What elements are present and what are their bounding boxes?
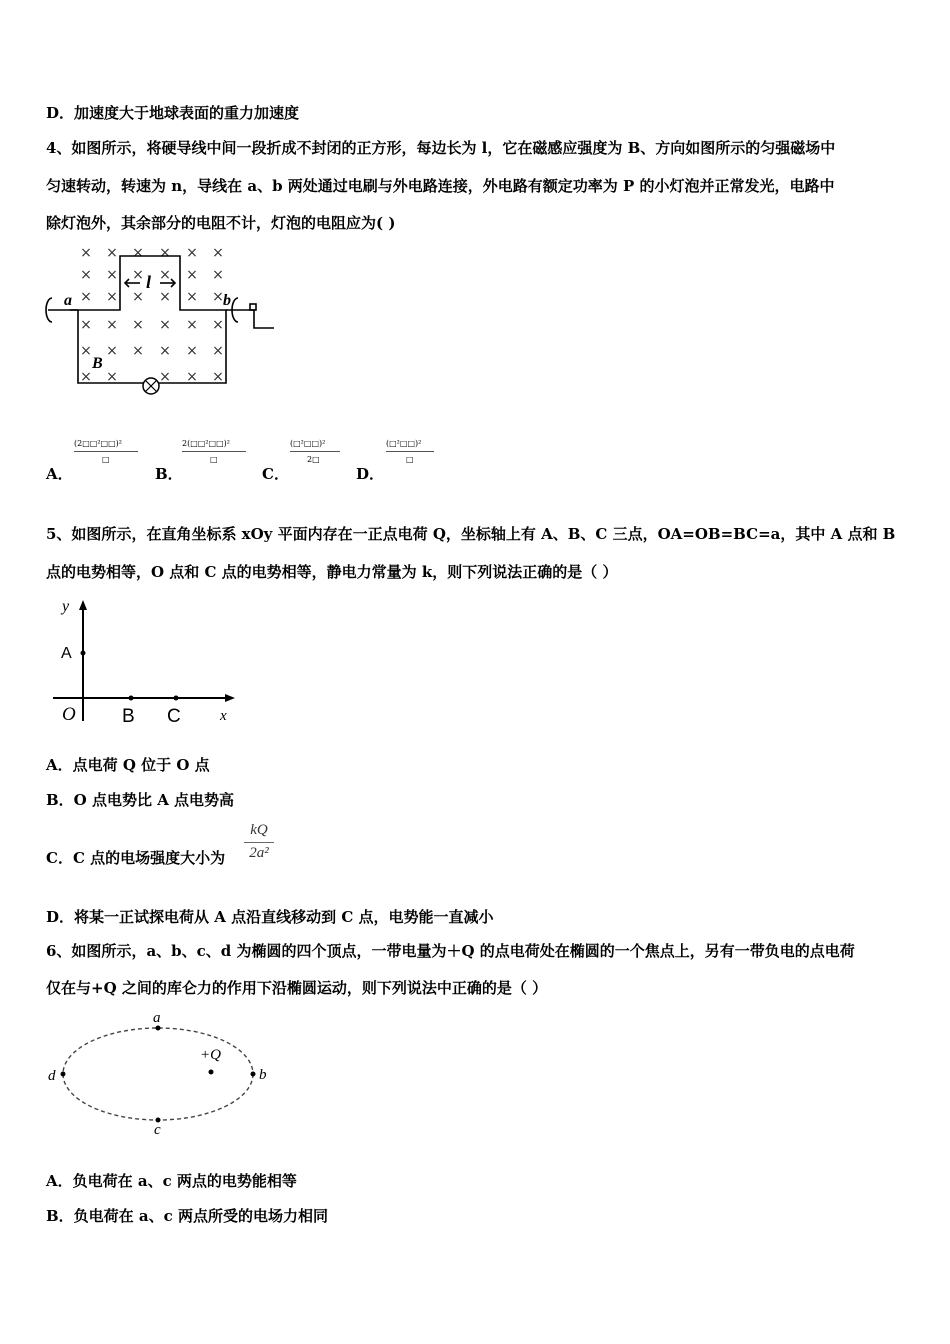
q5-option-a: A．点电荷 Q 位于 O 点 xyxy=(46,756,210,774)
field-cross: × xyxy=(80,267,92,283)
q4-label-a: a xyxy=(64,292,72,309)
q5-point-A xyxy=(81,651,86,656)
q4-option-a-letter: A． xyxy=(46,465,73,483)
q4-option-d-letter: D． xyxy=(356,465,385,483)
q4-stem-line3: 除灯泡外，其余部分的电阻不计，灯泡的电阻应为( ) xyxy=(46,214,396,232)
q4-stem-line2: 匀速转动，转速为 n，导线在 a、b 两处通过电刷与外电路连接，外电路有额定功率为 P 的小灯泡并正常发光，电路中 xyxy=(46,177,835,195)
q5-option-c-den: 2a² xyxy=(249,845,269,861)
field-cross: × xyxy=(186,343,198,359)
q6-label-d: d xyxy=(48,1068,56,1084)
q6-label-c: c xyxy=(154,1122,161,1138)
field-cross: × xyxy=(212,343,224,359)
q5-label-A: A xyxy=(61,645,72,662)
field-cross: × xyxy=(80,343,92,359)
field-cross: × xyxy=(159,317,171,333)
q4-label-b: b xyxy=(223,292,231,309)
field-cross: × xyxy=(106,289,118,305)
q4-option-c-num: (□²□□)² xyxy=(290,439,326,448)
q5-option-c-num: kQ xyxy=(250,822,268,838)
field-cross: × xyxy=(186,267,198,283)
q4-option-c-den: 2□ xyxy=(307,455,320,464)
field-cross: × xyxy=(132,289,144,305)
field-cross: × xyxy=(159,245,171,261)
q5-label-x: x xyxy=(220,708,227,724)
field-cross: × xyxy=(212,369,224,385)
field-cross: × xyxy=(132,343,144,359)
q6-charge-Q xyxy=(209,1070,214,1075)
q5-figure xyxy=(50,596,250,731)
field-cross: × xyxy=(132,317,144,333)
q6-option-b: B．负电荷在 a、c 两点所受的电场力相同 xyxy=(46,1207,328,1225)
field-cross: × xyxy=(80,289,92,305)
q5-label-B: B xyxy=(122,706,135,727)
field-cross: × xyxy=(212,317,224,333)
field-cross: × xyxy=(186,369,198,385)
q4-label-l: l xyxy=(146,272,152,292)
q6-label-a: a xyxy=(153,1010,161,1026)
field-cross: × xyxy=(80,369,92,385)
field-cross: × xyxy=(106,317,118,333)
q4-label-B: B xyxy=(92,355,103,372)
q6-point-a xyxy=(156,1026,161,1031)
field-cross: × xyxy=(186,289,198,305)
q4-option-d-num: (□²□□)² xyxy=(386,439,422,448)
field-cross: × xyxy=(186,245,198,261)
q6-stem-line1: 6、如图所示，a、b、c、d 为椭圆的四个顶点，一带电量为＋Q 的点电荷处在椭圆的一个焦点上，另有一带负电的点电荷 xyxy=(46,942,855,960)
field-cross: × xyxy=(132,267,144,283)
field-cross: × xyxy=(159,369,171,385)
q5-option-b: B．O 点电势比 A 点电势高 xyxy=(46,791,235,809)
field-cross: × xyxy=(80,317,92,333)
q6-point-d xyxy=(61,1072,66,1077)
q6-point-b xyxy=(251,1072,256,1077)
field-cross: × xyxy=(159,289,171,305)
q6-ellipse xyxy=(63,1028,253,1120)
field-cross: × xyxy=(212,289,224,305)
field-cross: × xyxy=(106,343,118,359)
q4-crank xyxy=(250,310,274,328)
q5-label-y: y xyxy=(62,598,70,615)
q4-option-a-num: (2□□²□□)² xyxy=(74,439,122,448)
q4-option-d-den: □ xyxy=(406,455,414,464)
q5-stem-line1: 5、如图所示，在直角坐标系 xOy 平面内存在一正点电荷 Q，坐标轴上有 A、B、C 三点，OA=OB=BC=a，其中 A 点和 B xyxy=(46,525,896,543)
q4-option-a-den: □ xyxy=(102,455,110,464)
field-cross: × xyxy=(159,267,171,283)
field-cross: × xyxy=(159,343,171,359)
q6-label-Q: +Q xyxy=(200,1047,221,1063)
q5-option-d: D．将某一正试探电荷从 A 点沿直线移动到 C 点，电势能一直减小 xyxy=(46,908,494,926)
q5-point-C xyxy=(174,696,179,701)
field-cross: × xyxy=(80,245,92,261)
q4-option-c-letter: C． xyxy=(262,465,289,483)
field-cross: × xyxy=(132,245,144,261)
q5-option-c: C．C 点的电场强度大小为 xyxy=(46,849,226,867)
field-cross: × xyxy=(212,245,224,261)
field-cross: × xyxy=(106,245,118,261)
field-cross: × xyxy=(186,317,198,333)
q5-label-O: O xyxy=(62,704,76,725)
q6-option-a: A．负电荷在 a、c 两点的电势能相等 xyxy=(46,1172,297,1190)
q5-point-B xyxy=(129,696,134,701)
field-cross: × xyxy=(212,267,224,283)
q6-stem-line2: 仅在与+Q 之间的库仑力的作用下沿椭圆运动，则下列说法中正确的是（ ） xyxy=(46,979,548,997)
q6-figure xyxy=(44,1006,284,1138)
q5-label-C: C xyxy=(167,706,181,727)
field-cross: × xyxy=(106,369,118,385)
q4-option-b-letter: B． xyxy=(155,465,183,483)
field-cross: × xyxy=(106,267,118,283)
q4-option-b-num: 2(□□²□□)² xyxy=(182,439,230,448)
q3-option-d: D．加速度大于地球表面的重力加速度 xyxy=(46,104,300,122)
q4-figure xyxy=(40,238,290,398)
q6-label-b: b xyxy=(259,1067,267,1083)
q4-stem-line1: 4、如图所示，将硬导线中间一段折成不封闭的正方形，每边长为 l，它在磁感应强度为 B、方向如图所示的匀强磁场中 xyxy=(46,139,836,157)
q4-option-b-den: □ xyxy=(210,455,218,464)
q5-stem-line2: 点的电势相等，O 点和 C 点的电势相等，静电力常量为 k，则下列说法正确的是（ ） xyxy=(46,563,618,581)
